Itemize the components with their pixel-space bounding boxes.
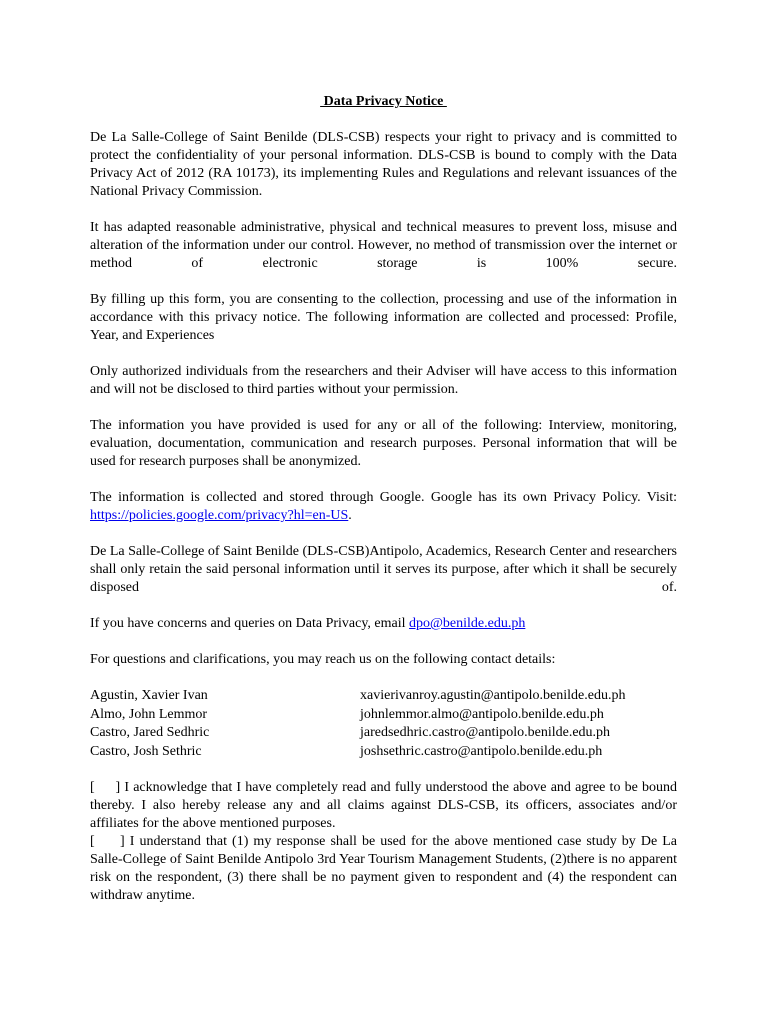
contact-email: johnlemmor.almo@antipolo.benilde.edu.ph bbox=[360, 706, 604, 722]
paragraph-dpo bbox=[90, 615, 677, 633]
understand-checkbox[interactable]: [ ] bbox=[90, 834, 125, 849]
google-text: The information is collected and stored through Google. Google has its own Privacy Policy. Visit: bbox=[90, 490, 677, 505]
dpo-email-link[interactable]: dpo@benilde.edu.ph bbox=[409, 616, 526, 631]
paragraph-measures: It has adapted reasonable administrative, physical and technical measures to prevent loss, misuse and alteration of the information under our control. However, no method of transmission over the internet or method of electronic storage is 100% secure. bbox=[90, 220, 677, 271]
contact-email: joshsethric.castro@antipolo.benilde.edu.ph bbox=[360, 743, 603, 759]
paragraph-usage: The information you have provided is used for any or all of the following: Interview, monitoring, evaluation, documentation, communication and research purposes. Personal information that will be used for research purposes shall be anonymized. bbox=[90, 418, 677, 469]
contact-name: Castro, Josh Sethric bbox=[90, 743, 202, 759]
contact-row bbox=[90, 724, 677, 743]
page-title: Data Privacy Notice bbox=[320, 94, 447, 109]
paragraph-contact-intro: For questions and clarifications, you may reach us on the following contact details: bbox=[90, 652, 556, 667]
consent-acknowledge bbox=[90, 779, 677, 833]
contact-name: Agustin, Xavier Ivan bbox=[90, 688, 208, 703]
paragraph-retention: De La Salle-College of Saint Benilde (DLS-CSB)Antipolo, Academics, Research Center and researchers shall only retain the said personal information until it serves its purpose, after which it shall be securely disposed of. bbox=[90, 544, 677, 595]
paragraph-access: Only authorized individuals from the researchers and their Adviser will have access to this information and will not be disclosed to third parties without your permission. bbox=[90, 364, 677, 397]
contact-row bbox=[90, 687, 677, 706]
privacy-notice-document bbox=[90, 93, 677, 905]
acknowledge-checkbox[interactable]: [ ] bbox=[90, 780, 121, 795]
consent-understand bbox=[90, 833, 677, 905]
understand-text: I understand that (1) my response shall be used for the above mentioned case study by De La Salle-College of Saint Benilde Antipolo 3rd Year Tourism Management Students, (2)there is no apparent risk on the respondent, (3) there shall be no payment given to respondent and (4) the respondent can withdraw anytime. bbox=[90, 834, 677, 903]
paragraph-consent-info: By filling up this form, you are consenting to the collection, processing and use of the information in accordance with this privacy notice. The following information are collected and processed: Profile, Year, and Experiences bbox=[90, 292, 677, 343]
contact-list bbox=[90, 687, 677, 761]
paragraph-google bbox=[90, 489, 677, 525]
contact-email: xavierivanroy.agustin@antipolo.benilde.edu.ph bbox=[360, 688, 626, 703]
paragraph-intro: De La Salle-College of Saint Benilde (DLS-CSB) respects your right to privacy and is committed to protect the confidentiality of your personal information. DLS-CSB is bound to comply with the Data Privacy Act of 2012 (RA 10173), its implementing Rules and Regulations and relevant issuances of the National Privacy Commission. bbox=[90, 130, 677, 199]
contact-name: Almo, John Lemmor bbox=[90, 706, 208, 722]
dpo-text: If you have concerns and queries on Data Privacy, email bbox=[90, 616, 410, 631]
contact-email: jaredsedhric.castro@antipolo.benilde.edu.ph bbox=[360, 725, 611, 740]
contact-row bbox=[90, 743, 677, 762]
contact-name: Castro, Jared Sedhric bbox=[90, 725, 210, 740]
google-end: . bbox=[348, 508, 352, 523]
contact-row bbox=[90, 706, 677, 725]
google-privacy-link[interactable]: https://policies.google.com/privacy?hl=en-US bbox=[90, 508, 349, 523]
acknowledge-text: I acknowledge that I have completely read and fully understood the above and agree to be bound thereby. I also hereby release any and all claims against DLS-CSB, its officers, associates and/or affiliates for the above mentioned purposes. bbox=[90, 780, 677, 831]
